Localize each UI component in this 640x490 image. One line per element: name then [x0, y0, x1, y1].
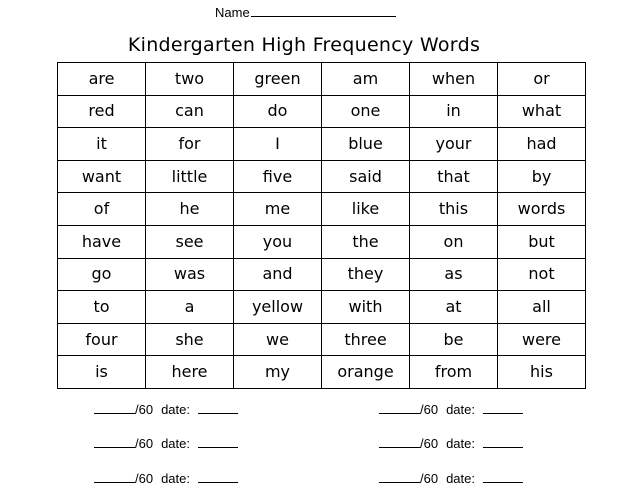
word-cell: but	[498, 225, 586, 258]
word-cell: blue	[322, 128, 410, 161]
word-cell: said	[322, 160, 410, 193]
word-cell: we	[234, 323, 322, 356]
word-cell: this	[410, 193, 498, 226]
word-cell: orange	[322, 356, 410, 389]
date-label: date:	[161, 402, 190, 417]
word-cell: can	[146, 95, 234, 128]
table-row	[58, 323, 586, 356]
word-cell: she	[146, 323, 234, 356]
word-cell: on	[410, 225, 498, 258]
word-cell: like	[322, 193, 410, 226]
score-total: /60	[135, 402, 154, 417]
word-cell: he	[146, 193, 234, 226]
word-cell: is	[58, 356, 146, 389]
date-label: date:	[446, 436, 475, 451]
word-cell: was	[146, 258, 234, 291]
score-total: /60	[135, 471, 154, 486]
score-line-2	[379, 402, 523, 417]
word-cell: I	[234, 128, 322, 161]
score-blank[interactable]	[94, 471, 135, 483]
word-cell: for	[146, 128, 234, 161]
score-blank[interactable]	[94, 402, 135, 414]
word-cell: my	[234, 356, 322, 389]
score-total: /60	[420, 471, 439, 486]
word-cell: what	[498, 95, 586, 128]
score-line-1	[94, 402, 238, 417]
word-cell: not	[498, 258, 586, 291]
word-cell: go	[58, 258, 146, 291]
word-cell: when	[410, 63, 498, 96]
word-cell: or	[498, 63, 586, 96]
word-cell: all	[498, 291, 586, 324]
word-cell: three	[322, 323, 410, 356]
date-blank[interactable]	[483, 402, 523, 414]
word-cell: see	[146, 225, 234, 258]
score-total: /60	[420, 402, 439, 417]
score-line-3	[94, 436, 238, 451]
score-line-4	[379, 436, 523, 451]
word-cell: to	[58, 291, 146, 324]
word-cell: in	[410, 95, 498, 128]
word-cell: want	[58, 160, 146, 193]
word-cell: me	[234, 193, 322, 226]
word-cell: from	[410, 356, 498, 389]
word-cell: five	[234, 160, 322, 193]
score-total: /60	[135, 436, 154, 451]
word-cell: of	[58, 193, 146, 226]
word-cell: a	[146, 291, 234, 324]
word-grid	[57, 62, 586, 389]
word-cell: by	[498, 160, 586, 193]
word-cell: at	[410, 291, 498, 324]
date-label: date:	[161, 471, 190, 486]
table-row	[58, 193, 586, 226]
date-blank[interactable]	[198, 402, 238, 414]
word-cell: yellow	[234, 291, 322, 324]
word-cell: here	[146, 356, 234, 389]
table-row	[58, 291, 586, 324]
table-row	[58, 160, 586, 193]
word-cell: your	[410, 128, 498, 161]
word-cell: it	[58, 128, 146, 161]
score-line-6	[379, 471, 523, 486]
word-cell: am	[322, 63, 410, 96]
date-blank[interactable]	[483, 471, 523, 483]
name-label: Name	[215, 5, 250, 20]
word-cell: words	[498, 193, 586, 226]
word-cell: they	[322, 258, 410, 291]
word-cell: green	[234, 63, 322, 96]
word-cell: you	[234, 225, 322, 258]
name-blank[interactable]	[251, 4, 396, 17]
date-label: date:	[446, 471, 475, 486]
word-cell: one	[322, 95, 410, 128]
word-cell: are	[58, 63, 146, 96]
score-blank[interactable]	[379, 436, 420, 448]
score-blank[interactable]	[94, 436, 135, 448]
word-cell: as	[410, 258, 498, 291]
name-line	[215, 4, 396, 20]
word-cell: had	[498, 128, 586, 161]
word-cell: do	[234, 95, 322, 128]
table-row	[58, 356, 586, 389]
word-cell: be	[410, 323, 498, 356]
word-cell: little	[146, 160, 234, 193]
word-cell: and	[234, 258, 322, 291]
table-row	[58, 63, 586, 96]
word-cell: were	[498, 323, 586, 356]
score-total: /60	[420, 436, 439, 451]
word-cell: have	[58, 225, 146, 258]
table-row	[58, 95, 586, 128]
date-blank[interactable]	[198, 471, 238, 483]
table-row	[58, 225, 586, 258]
date-label: date:	[446, 402, 475, 417]
score-blank[interactable]	[379, 471, 420, 483]
score-blank[interactable]	[379, 402, 420, 414]
word-cell: four	[58, 323, 146, 356]
date-blank[interactable]	[198, 436, 238, 448]
page-title: Kindergarten High Frequency Words	[127, 34, 481, 56]
table-row	[58, 258, 586, 291]
date-blank[interactable]	[483, 436, 523, 448]
table-row	[58, 128, 586, 161]
word-cell: with	[322, 291, 410, 324]
word-cell: two	[146, 63, 234, 96]
score-line-5	[94, 471, 238, 486]
word-cell: his	[498, 356, 586, 389]
date-label: date:	[161, 436, 190, 451]
word-cell: that	[410, 160, 498, 193]
word-cell: the	[322, 225, 410, 258]
word-cell: red	[58, 95, 146, 128]
